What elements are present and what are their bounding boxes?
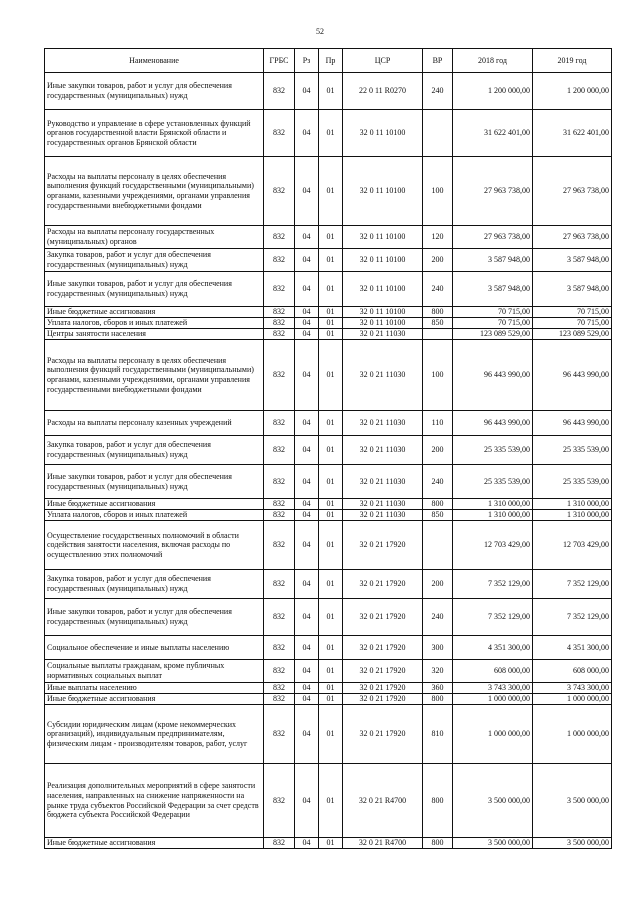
cell-2019: 3 743 300,00 (533, 683, 612, 694)
cell-2018: 608 000,00 (453, 660, 533, 683)
cell-2018: 3 500 000,00 (453, 764, 533, 838)
cell-rz: 04 (295, 318, 319, 329)
cell-grbs: 832 (264, 226, 295, 249)
cell-2018: 123 089 529,00 (453, 329, 533, 340)
cell-csr: 32 0 21 11030 (343, 510, 423, 521)
cell-grbs: 832 (264, 436, 295, 465)
cell-rz: 04 (295, 272, 319, 307)
cell-grbs: 832 (264, 683, 295, 694)
cell-rz: 04 (295, 307, 319, 318)
cell-pr: 01 (319, 510, 343, 521)
cell-2019: 96 443 990,00 (533, 340, 612, 411)
table-row (45, 329, 612, 340)
cell-csr: 32 0 11 10100 (343, 249, 423, 272)
table-row (45, 764, 612, 838)
cell-vr: 800 (423, 838, 453, 849)
cell-name: Иные выплаты населению (45, 683, 264, 694)
cell-vr: 240 (423, 599, 453, 636)
cell-2018: 27 963 738,00 (453, 226, 533, 249)
table-row (45, 249, 612, 272)
table-row (45, 411, 612, 436)
cell-name: Осуществление государственных полномочий в области содействия занятости населения, включая расходы по осуществлению этих полномочий (45, 521, 264, 570)
cell-2019: 1 310 000,00 (533, 499, 612, 510)
cell-rz: 04 (295, 838, 319, 849)
cell-pr: 01 (319, 436, 343, 465)
cell-rz: 04 (295, 465, 319, 499)
cell-rz: 04 (295, 570, 319, 599)
table-row (45, 838, 612, 849)
cell-pr: 01 (319, 110, 343, 157)
cell-rz: 04 (295, 249, 319, 272)
cell-pr: 01 (319, 599, 343, 636)
cell-name: Закупка товаров, работ и услуг для обеспечения государственных (муниципальных) нужд (45, 436, 264, 465)
cell-pr: 01 (319, 660, 343, 683)
cell-2018: 3 587 948,00 (453, 249, 533, 272)
cell-2019: 1 000 000,00 (533, 705, 612, 764)
cell-pr: 01 (319, 73, 343, 110)
cell-csr: 32 0 11 10100 (343, 318, 423, 329)
cell-pr: 01 (319, 318, 343, 329)
cell-2019: 3 500 000,00 (533, 838, 612, 849)
cell-grbs: 832 (264, 705, 295, 764)
cell-grbs: 832 (264, 272, 295, 307)
cell-2019: 123 089 529,00 (533, 329, 612, 340)
cell-csr: 32 0 21 11030 (343, 499, 423, 510)
cell-vr: 240 (423, 465, 453, 499)
cell-2019: 70 715,00 (533, 318, 612, 329)
cell-2018: 27 963 738,00 (453, 157, 533, 226)
cell-csr: 32 0 11 10100 (343, 272, 423, 307)
cell-rz: 04 (295, 705, 319, 764)
cell-2018: 3 500 000,00 (453, 838, 533, 849)
cell-grbs: 832 (264, 521, 295, 570)
cell-2018: 1 000 000,00 (453, 694, 533, 705)
budget-table (44, 48, 612, 849)
table-row (45, 73, 612, 110)
cell-csr: 32 0 21 17920 (343, 599, 423, 636)
cell-name: Иные бюджетные ассигнования (45, 499, 264, 510)
header-grbs: ГРБС (264, 49, 295, 73)
cell-vr: 240 (423, 272, 453, 307)
cell-2019: 31 622 401,00 (533, 110, 612, 157)
cell-grbs: 832 (264, 694, 295, 705)
table-row (45, 570, 612, 599)
cell-2019: 27 963 738,00 (533, 226, 612, 249)
cell-csr: 32 0 21 R4700 (343, 764, 423, 838)
cell-grbs: 832 (264, 307, 295, 318)
cell-vr (423, 521, 453, 570)
cell-vr: 810 (423, 705, 453, 764)
cell-name: Иные бюджетные ассигнования (45, 307, 264, 318)
cell-2018: 12 703 429,00 (453, 521, 533, 570)
table-header-row (45, 49, 612, 73)
table-row (45, 499, 612, 510)
cell-grbs: 832 (264, 764, 295, 838)
cell-grbs: 832 (264, 411, 295, 436)
cell-2018: 1 310 000,00 (453, 499, 533, 510)
table-row (45, 436, 612, 465)
cell-vr: 200 (423, 570, 453, 599)
cell-2018: 25 335 539,00 (453, 436, 533, 465)
header-name: Наименование (45, 49, 264, 73)
table-row (45, 307, 612, 318)
cell-pr: 01 (319, 157, 343, 226)
cell-vr: 120 (423, 226, 453, 249)
cell-pr: 01 (319, 272, 343, 307)
header-year-2018: 2018 год (453, 49, 533, 73)
cell-vr: 850 (423, 318, 453, 329)
cell-pr: 01 (319, 694, 343, 705)
cell-csr: 32 0 21 R4700 (343, 838, 423, 849)
cell-2019: 7 352 129,00 (533, 599, 612, 636)
cell-2019: 25 335 539,00 (533, 465, 612, 499)
table-row (45, 157, 612, 226)
cell-2019: 7 352 129,00 (533, 570, 612, 599)
cell-name: Уплата налогов, сборов и иных платежей (45, 318, 264, 329)
cell-pr: 01 (319, 764, 343, 838)
table-row (45, 465, 612, 499)
header-pr: Пр (319, 49, 343, 73)
cell-name: Субсидии юридическим лицам (кроме некоммерческих организаций), индивидуальным предпринимателям, физическим лицам - производителям товаров, работ, услуг (45, 705, 264, 764)
cell-grbs: 832 (264, 599, 295, 636)
cell-csr: 32 0 11 10100 (343, 157, 423, 226)
cell-pr: 01 (319, 636, 343, 660)
table-row (45, 660, 612, 683)
cell-2018: 1 200 000,00 (453, 73, 533, 110)
cell-name: Иные бюджетные ассигнования (45, 694, 264, 705)
cell-csr: 32 0 21 17920 (343, 683, 423, 694)
table-row (45, 318, 612, 329)
cell-rz: 04 (295, 683, 319, 694)
cell-csr: 32 0 21 11030 (343, 436, 423, 465)
cell-rz: 04 (295, 499, 319, 510)
cell-pr: 01 (319, 570, 343, 599)
header-vr: ВР (423, 49, 453, 73)
cell-2019: 608 000,00 (533, 660, 612, 683)
cell-2019: 3 500 000,00 (533, 764, 612, 838)
cell-rz: 04 (295, 73, 319, 110)
cell-csr: 32 0 21 17920 (343, 694, 423, 705)
cell-vr: 300 (423, 636, 453, 660)
cell-grbs: 832 (264, 110, 295, 157)
cell-vr: 200 (423, 249, 453, 272)
cell-vr: 800 (423, 694, 453, 705)
cell-vr: 360 (423, 683, 453, 694)
cell-pr: 01 (319, 499, 343, 510)
cell-name: Расходы на выплаты персоналу государственных (муниципальных) органов (45, 226, 264, 249)
cell-grbs: 832 (264, 249, 295, 272)
cell-2018: 70 715,00 (453, 307, 533, 318)
cell-2018: 96 443 990,00 (453, 340, 533, 411)
cell-vr (423, 329, 453, 340)
cell-name: Иные закупки товаров, работ и услуг для обеспечения государственных (муниципальных) нужд (45, 599, 264, 636)
cell-name: Расходы на выплаты персоналу казенных учреждений (45, 411, 264, 436)
cell-2019: 12 703 429,00 (533, 521, 612, 570)
cell-name: Центры занятости населения (45, 329, 264, 340)
cell-grbs: 832 (264, 499, 295, 510)
cell-vr: 100 (423, 157, 453, 226)
cell-grbs: 832 (264, 838, 295, 849)
cell-vr: 110 (423, 411, 453, 436)
cell-2018: 1 000 000,00 (453, 705, 533, 764)
cell-2019: 4 351 300,00 (533, 636, 612, 660)
cell-csr: 32 0 11 10100 (343, 307, 423, 318)
cell-2019: 1 200 000,00 (533, 73, 612, 110)
cell-csr: 32 0 21 17920 (343, 521, 423, 570)
cell-grbs: 832 (264, 157, 295, 226)
cell-rz: 04 (295, 411, 319, 436)
cell-rz: 04 (295, 660, 319, 683)
cell-grbs: 832 (264, 318, 295, 329)
cell-2018: 31 622 401,00 (453, 110, 533, 157)
cell-2019: 27 963 738,00 (533, 157, 612, 226)
cell-csr: 32 0 21 17920 (343, 570, 423, 599)
cell-csr: 22 0 11 R0270 (343, 73, 423, 110)
cell-csr: 32 0 11 10100 (343, 110, 423, 157)
cell-pr: 01 (319, 705, 343, 764)
cell-name: Руководство и управление в сфере установленных функций органов государственной власти Брянской области и государственных органов Брянской области (45, 110, 264, 157)
table-row (45, 521, 612, 570)
cell-rz: 04 (295, 436, 319, 465)
cell-2018: 7 352 129,00 (453, 570, 533, 599)
cell-name: Уплата налогов, сборов и иных платежей (45, 510, 264, 521)
cell-2018: 4 351 300,00 (453, 636, 533, 660)
cell-csr: 32 0 21 11030 (343, 340, 423, 411)
cell-grbs: 832 (264, 660, 295, 683)
cell-rz: 04 (295, 764, 319, 838)
header-rz: Рз (295, 49, 319, 73)
cell-csr: 32 0 11 10100 (343, 226, 423, 249)
cell-name: Иные закупки товаров, работ и услуг для обеспечения государственных (муниципальных) нужд (45, 272, 264, 307)
cell-name: Закупка товаров, работ и услуг для обеспечения государственных (муниципальных) нужд (45, 570, 264, 599)
cell-name: Социальные выплаты гражданам, кроме публичных нормативных социальных выплат (45, 660, 264, 683)
cell-2019: 96 443 990,00 (533, 411, 612, 436)
cell-2019: 25 335 539,00 (533, 436, 612, 465)
cell-grbs: 832 (264, 570, 295, 599)
cell-name: Иные закупки товаров, работ и услуг для обеспечения государственных (муниципальных) нужд (45, 73, 264, 110)
table-row (45, 599, 612, 636)
cell-vr: 240 (423, 73, 453, 110)
cell-name: Расходы на выплаты персоналу в целях обеспечения выполнения функций государственными (муниципальными) органами, казенными учреждениями, органами управления государственными внебюджетными фондами (45, 340, 264, 411)
cell-rz: 04 (295, 521, 319, 570)
cell-rz: 04 (295, 110, 319, 157)
table-row (45, 226, 612, 249)
cell-csr: 32 0 21 17920 (343, 705, 423, 764)
cell-2018: 3 743 300,00 (453, 683, 533, 694)
cell-rz: 04 (295, 636, 319, 660)
cell-pr: 01 (319, 465, 343, 499)
cell-2018: 1 310 000,00 (453, 510, 533, 521)
table-row (45, 510, 612, 521)
header-csr: ЦСР (343, 49, 423, 73)
table-row (45, 694, 612, 705)
cell-2019: 1 000 000,00 (533, 694, 612, 705)
cell-rz: 04 (295, 694, 319, 705)
table-row (45, 683, 612, 694)
cell-vr: 200 (423, 436, 453, 465)
cell-2019: 1 310 000,00 (533, 510, 612, 521)
cell-2019: 3 587 948,00 (533, 249, 612, 272)
cell-rz: 04 (295, 329, 319, 340)
cell-2018: 25 335 539,00 (453, 465, 533, 499)
cell-name: Иные закупки товаров, работ и услуг для обеспечения государственных (муниципальных) нужд (45, 465, 264, 499)
cell-rz: 04 (295, 157, 319, 226)
cell-2019: 3 587 948,00 (533, 272, 612, 307)
cell-pr: 01 (319, 307, 343, 318)
cell-pr: 01 (319, 411, 343, 436)
cell-rz: 04 (295, 510, 319, 521)
cell-2019: 70 715,00 (533, 307, 612, 318)
cell-rz: 04 (295, 340, 319, 411)
cell-grbs: 832 (264, 636, 295, 660)
cell-name: Закупка товаров, работ и услуг для обеспечения государственных (муниципальных) нужд (45, 249, 264, 272)
cell-rz: 04 (295, 226, 319, 249)
cell-2018: 3 587 948,00 (453, 272, 533, 307)
cell-vr: 800 (423, 307, 453, 318)
page-number: 52 (316, 27, 324, 36)
cell-grbs: 832 (264, 73, 295, 110)
cell-vr: 800 (423, 499, 453, 510)
cell-grbs: 832 (264, 329, 295, 340)
table-row (45, 705, 612, 764)
cell-vr: 850 (423, 510, 453, 521)
header-year-2019: 2019 год (533, 49, 612, 73)
cell-csr: 32 0 21 11030 (343, 465, 423, 499)
cell-rz: 04 (295, 599, 319, 636)
cell-2018: 96 443 990,00 (453, 411, 533, 436)
cell-csr: 32 0 21 11030 (343, 329, 423, 340)
cell-grbs: 832 (264, 510, 295, 521)
cell-vr: 100 (423, 340, 453, 411)
table-row (45, 340, 612, 411)
cell-csr: 32 0 21 11030 (343, 411, 423, 436)
cell-pr: 01 (319, 838, 343, 849)
cell-vr: 320 (423, 660, 453, 683)
table-body (45, 73, 612, 849)
cell-vr (423, 110, 453, 157)
table-row (45, 636, 612, 660)
cell-grbs: 832 (264, 340, 295, 411)
cell-pr: 01 (319, 683, 343, 694)
cell-csr: 32 0 21 17920 (343, 636, 423, 660)
cell-pr: 01 (319, 226, 343, 249)
cell-pr: 01 (319, 340, 343, 411)
table-row (45, 110, 612, 157)
cell-2018: 70 715,00 (453, 318, 533, 329)
table-row (45, 272, 612, 307)
cell-name: Реализация дополнительных мероприятий в сфере занятости населения, направленных на снижение напряженности на рынке труда субъектов Российской Федерации за счет средств бюджета субъекта Российской Федерации (45, 764, 264, 838)
cell-pr: 01 (319, 521, 343, 570)
cell-name: Расходы на выплаты персоналу в целях обеспечения выполнения функций государственными (муниципальными) органами, казенными учреждениями, органами управления государственными внебюджетными фондами (45, 157, 264, 226)
cell-name: Социальное обеспечение и иные выплаты населению (45, 636, 264, 660)
cell-vr: 800 (423, 764, 453, 838)
cell-name: Иные бюджетные ассигнования (45, 838, 264, 849)
cell-pr: 01 (319, 249, 343, 272)
cell-grbs: 832 (264, 465, 295, 499)
cell-pr: 01 (319, 329, 343, 340)
cell-csr: 32 0 21 17920 (343, 660, 423, 683)
cell-2018: 7 352 129,00 (453, 599, 533, 636)
